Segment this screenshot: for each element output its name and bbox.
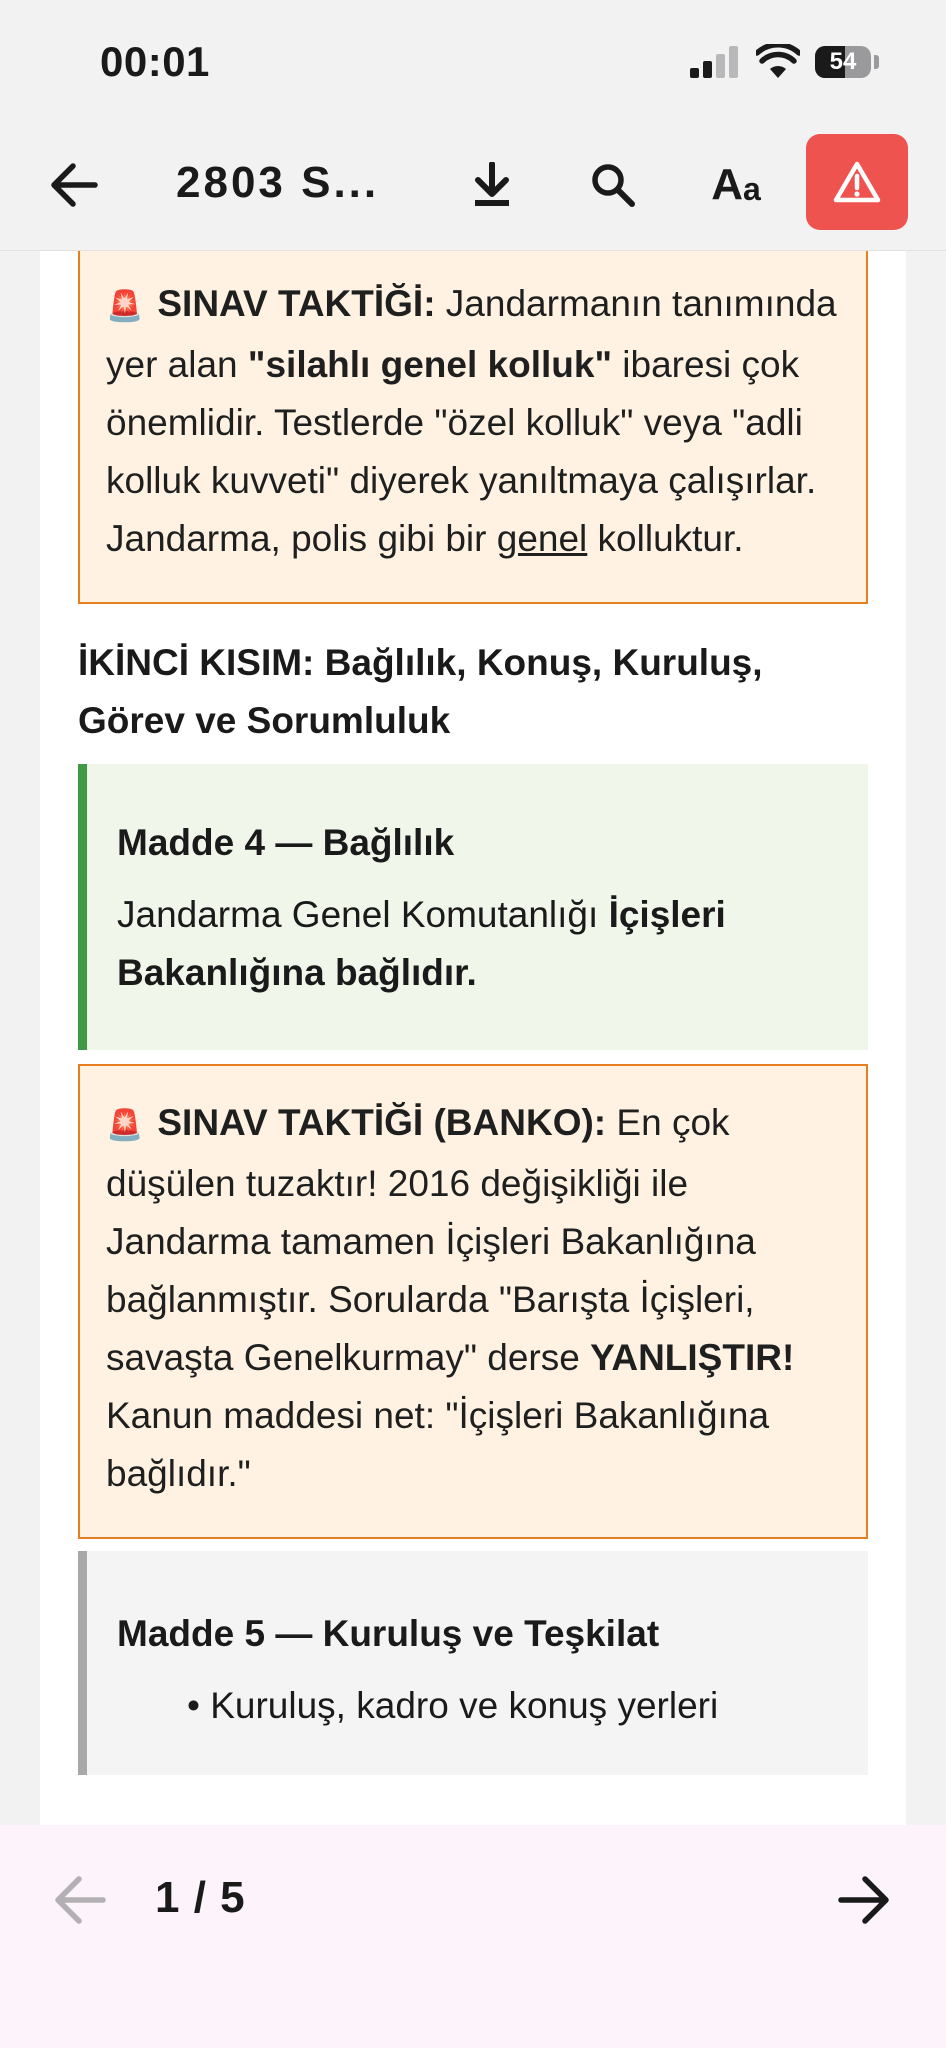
siren-icon: 🚨: [106, 290, 144, 323]
page-indicator: 1 / 5: [155, 1873, 246, 1922]
back-button[interactable]: [36, 148, 110, 222]
page-navigation: [0, 1825, 946, 2048]
search-icon: [590, 162, 636, 208]
article-title: Madde 4 — Bağlılık: [117, 822, 455, 863]
exam-tip-box: [78, 251, 868, 604]
wifi-icon: [756, 44, 800, 80]
previous-page-button[interactable]: [44, 1865, 114, 1935]
article-text: Jandarma Genel Komutanlığı: [117, 894, 609, 935]
status-bar: [0, 0, 946, 120]
battery-tip: [874, 55, 879, 69]
tip-bold: YANLIŞTIR!: [590, 1337, 795, 1378]
font-size-button[interactable]: [694, 148, 778, 222]
tip-label: SINAV TAKTİĞİ:: [157, 283, 436, 324]
tip-underline: genel: [496, 518, 588, 559]
arrow-left-icon: [47, 161, 99, 209]
font-size-icon-small: a: [742, 170, 761, 207]
battery-level: 54: [829, 48, 857, 75]
tip-text: Jandarmanın tanımında yer alan: [106, 283, 837, 385]
document-title: 2803 S...: [176, 158, 380, 207]
warning-icon: [832, 160, 882, 204]
tip-text: En çok düşülen tuzaktır! 2016 değişikliği ile Jandarma tamamen İçişleri Bakanlığına bağlanmıştır. Sorularda "Barışta İçişleri, savaşta Genelkurmay" derse: [106, 1102, 756, 1378]
tip-text: ibaresi çok önemlidir. Testlerde "özel kolluk" veya "adli kolluk kuvveti" diyerek yanıltmaya çalışırlar. Jandarma, polis gibi bir: [106, 344, 817, 559]
arrow-right-icon: [837, 1874, 893, 1926]
font-size-icon-big: A: [711, 160, 743, 209]
search-button[interactable]: [576, 148, 650, 222]
tip-text: Kanun maddesi net: "İçişleri Bakanlığına bağlıdır.": [106, 1395, 770, 1494]
download-button[interactable]: [455, 148, 529, 222]
battery-icon: [815, 46, 871, 78]
document-content: [78, 251, 868, 1775]
document-sheet[interactable]: [40, 251, 906, 1825]
report-button[interactable]: [806, 134, 908, 230]
siren-icon: 🚨: [106, 1109, 144, 1142]
tip-bold: "silahlı genel kolluk": [247, 344, 612, 385]
status-time: 00:01: [100, 38, 210, 85]
list-item: • Kuruluş, kadro ve konuş yerleri: [187, 1685, 719, 1726]
tip-text: kolluktur.: [587, 518, 744, 559]
cellular-signal-icon: [690, 46, 740, 78]
article-4: [78, 764, 868, 1050]
download-icon: [472, 162, 512, 208]
section-heading: İKİNCİ KISIM: Bağlılık, Konuş, Kuruluş, Görev ve Sorumluluk: [78, 642, 763, 741]
exam-tip-box: [78, 1064, 868, 1539]
article-body: [117, 886, 838, 1002]
article-bold: İçişleri Bakanlığına bağlıdır.: [117, 894, 726, 993]
next-page-button[interactable]: [830, 1865, 900, 1935]
article-title: Madde 5 — Kuruluş ve Teşkilat: [117, 1613, 660, 1654]
tip-label: SINAV TAKTİĞİ (BANKO):: [157, 1102, 607, 1143]
app-bar: [0, 120, 946, 251]
article-5: [78, 1551, 868, 1775]
arrow-left-icon: [51, 1874, 107, 1926]
